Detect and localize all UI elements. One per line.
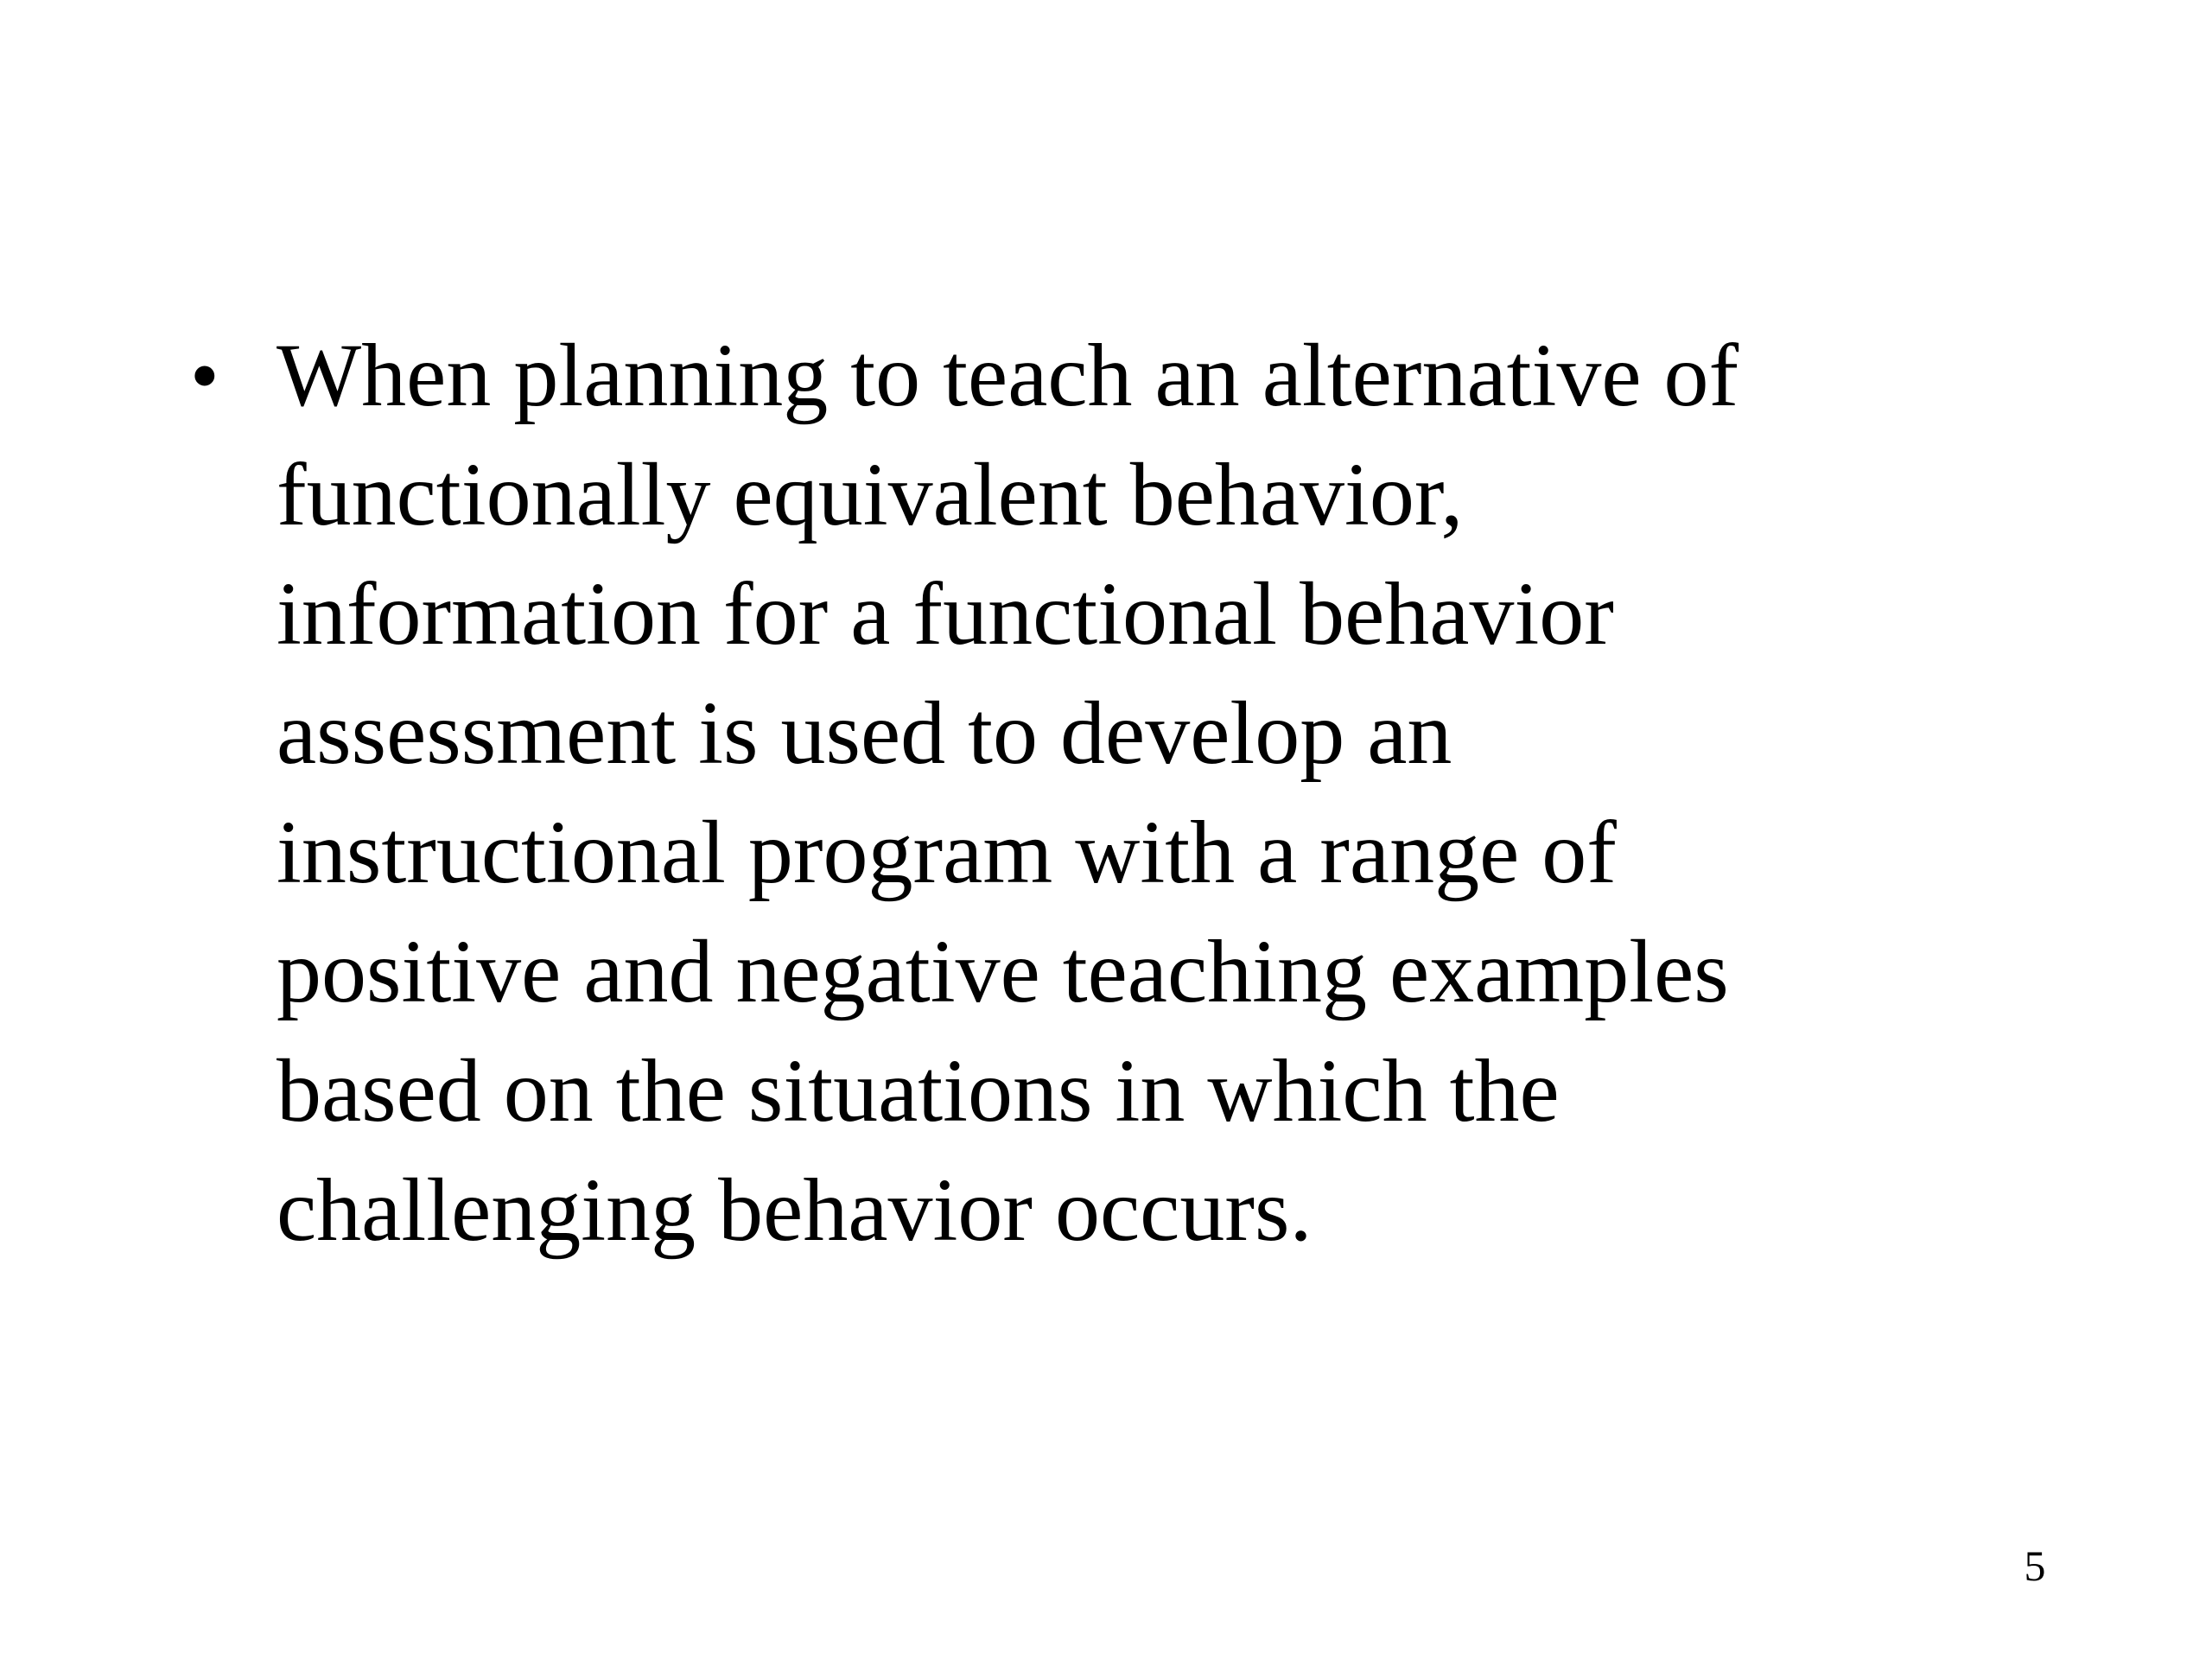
bullet-text-line: instructional program with a range of: [276, 803, 1617, 902]
bullet-marker: •: [190, 329, 219, 422]
bullet-text-line: information for a functional behavior: [276, 564, 1614, 664]
bullet-text-line: based on the situations in which the: [276, 1041, 1560, 1141]
bullet-list: [190, 316, 2013, 1270]
page-number: 5: [2024, 1541, 2046, 1590]
bullet-item: [190, 316, 2013, 1270]
bullet-text-line: positive and negative teaching examples: [276, 922, 1729, 1021]
bullet-text-line: assessment is used to develop an: [276, 683, 1452, 783]
bullet-text-line: challenging behavior occurs.: [276, 1160, 1313, 1260]
bullet-text-line: When planning to teach an alternative of: [276, 326, 1739, 425]
bullet-text-line: functionally equivalent behavior,: [276, 445, 1464, 544]
